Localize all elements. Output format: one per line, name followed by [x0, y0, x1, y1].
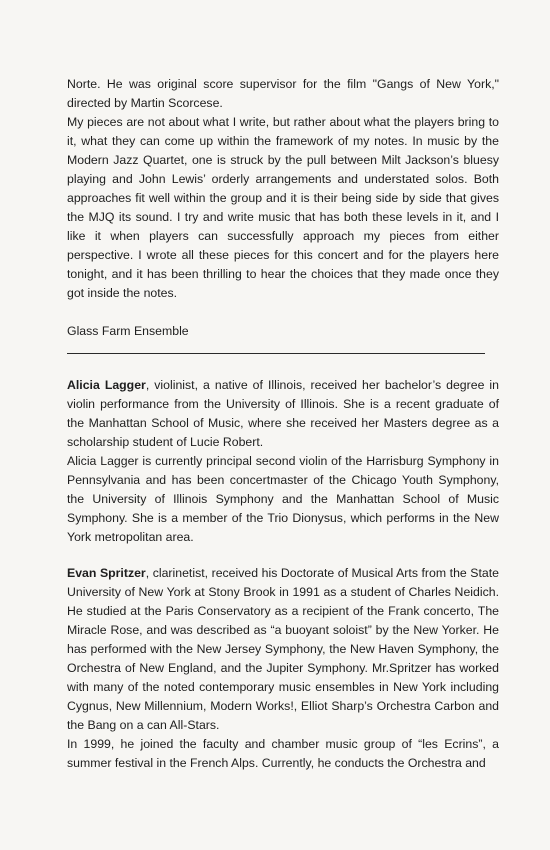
performer-name: Evan Spritzer [67, 566, 146, 580]
bio-text: , violinist, a native of Illinois, received her bachelor’s degree in violin performance from the University of Illinois. She is a recent graduate of the Manhattan School of Music, where she received her Masters degree as a scholarship student of Lucie Robert. [67, 378, 499, 449]
performer-name: Alicia Lagger [67, 378, 146, 392]
bio-text: , clarinetist, received his Doctorate of Musical Arts from the State University of New York at Stony Brook in 1991 as a student of Charles Neidich. He studied at the Paris Conservatory as a recipient of the Frank concerto, The Miracle Rose, and was described as “a buoyant soloist” by the New Yorker. He has performed with the New Jersey Symphony, the New Haven Symphony, the Orchestra of New England, and the Jupiter Symphony. Mr.Spritzer has worked with many of the noted contemporary music ensembles in New York including Cygnus, New Millennium, Modern Works!, Elliot Sharp’s Orchestra Carbon and the Bang on a can All-Stars. [67, 566, 500, 732]
bio-spritzer-paragraph-2: In 1999, he joined the faculty and chamber music group of “les Ecrins”, a summer festival in the French Alps. Currently, he conducts the Orchestra and [67, 737, 499, 770]
section-divider [67, 353, 485, 354]
composer-note-paragraph-2: My pieces are not about what I write, but rather about what the players bring to it, what they can come up within the framework of my notes. In music by the Modern Jazz Quartet, one is struck by the pull between Milt Jackson’s bluesy playing and John Lewis’ orderly arrangements and understated solos. Both approaches fit well within the group and it is their being side by side that gives the MJQ its sound. I try and write music that has both these levels in it, and I like it when players can successfully approach my pieces from either perspective. I wrote all these pieces for this concert and for the players here tonight, and it has been thrilling to hear the choices that they made once they got inside the notes. [67, 115, 499, 300]
composer-note [67, 75, 499, 303]
ensemble-heading [67, 322, 499, 341]
bio-alicia-lagger [67, 376, 499, 547]
bio-lagger-paragraph-2: Alicia Lagger is currently principal second violin of the Harrisburg Symphony in Pennsylvania and has been concertmaster of the Chicago Youth Symphony, the University of Illinois Symphony and the Manhattan School of Music Symphony. She is a member of the Trio Dionysus, which performs in the New York metropolitan area. [67, 454, 499, 544]
bio-evan-spritzer [67, 564, 499, 773]
composer-note-paragraph-1: Norte. He was original score supervisor for the film "Gangs of New York," directed by Martin Scorcese. [67, 77, 499, 110]
bio-lagger-paragraph-1 [67, 376, 499, 452]
bio-spritzer-paragraph-1 [67, 564, 499, 735]
ensemble-name: Glass Farm Ensemble [67, 324, 189, 338]
